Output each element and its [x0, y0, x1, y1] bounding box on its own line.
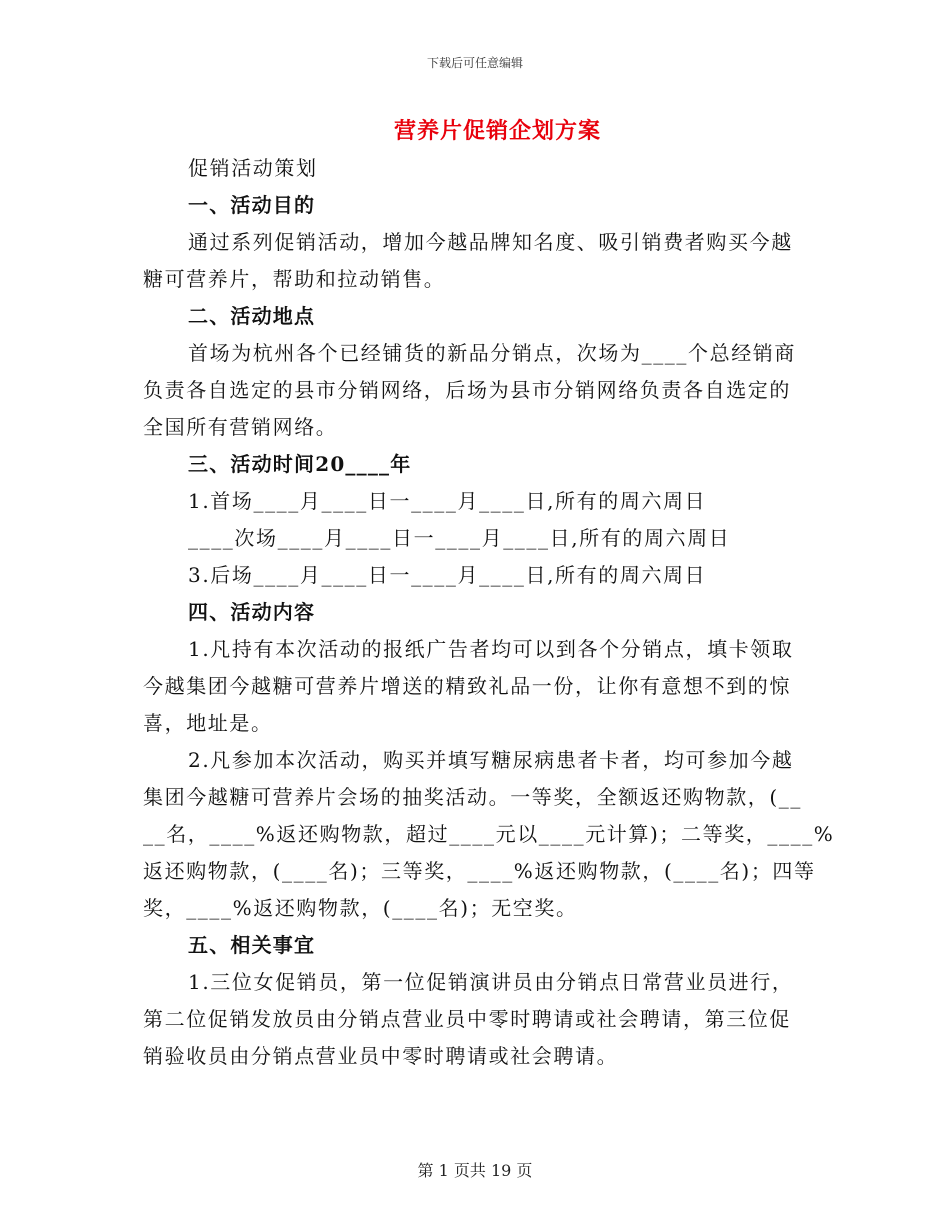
- paragraph-line: 1.三位女促销员，第一位促销演讲员由分销点日常营业员进行，: [188, 970, 794, 994]
- paragraph-line: 通过系列促销活动，增加今越品牌知名度、吸引销费者购买今越: [188, 230, 793, 254]
- paragraph-line: 1.凡持有本次活动的报纸广告者均可以到各个分销点，填卡领取: [188, 637, 794, 661]
- paragraph-line: 负责各自选定的县市分销网络，后场为县市分销网络负责各自选定的: [143, 378, 791, 402]
- paragraph-line: 全国所有营销网络。: [143, 415, 338, 439]
- document-title: 营养片促销企划方案: [393, 118, 601, 144]
- schedule-line: 3.后场____月____日一____月____日,所有的周六周日: [188, 563, 707, 587]
- paragraph-line: 集团今越糖可营养片会场的抽奖活动。一等奖，全额返还购物款，(__: [143, 785, 803, 809]
- paragraph-line: 糖可营养片，帮助和拉动销售。: [143, 267, 446, 291]
- paragraph-line: 第二位促销发放员由分销点营业员中零时聘请或社会聘请，第三位促: [143, 1007, 791, 1031]
- paragraph-line: 首场为杭州各个已经铺货的新品分销点，次场为____个总经销商: [188, 341, 796, 365]
- subtitle: 促销活动策划: [188, 156, 318, 180]
- section-heading-matters: 五、相关事宜: [188, 933, 316, 957]
- section-heading-content: 四、活动内容: [188, 600, 316, 624]
- header-note: 下载后可任意编辑: [426, 56, 523, 70]
- section-heading-location: 二、活动地点: [188, 304, 316, 328]
- paragraph-line: 喜，地址是。: [143, 711, 273, 735]
- page-indicator: 第 1 页共 19 页: [417, 1161, 533, 1180]
- paragraph-line: 2.凡参加本次活动，购买并填写糖尿病患者卡者，均可参加今越: [188, 748, 794, 772]
- section-heading-purpose: 一、活动目的: [188, 193, 316, 217]
- section-heading-time: 三、活动时间20____年: [188, 452, 412, 476]
- paragraph-line: 今越集团今越糖可营养片增送的精致礼品一份，让你有意想不到的惊: [143, 674, 791, 698]
- schedule-line: 1.首场____月____日一____月____日,所有的周六周日: [188, 489, 707, 513]
- paragraph-line: __名，____%返还购物款，超过____元以____元计算)；二等奖，____%: [143, 822, 835, 846]
- paragraph-line: 销验收员由分销点营业员中零时聘请或社会聘请。: [143, 1044, 619, 1068]
- schedule-line: ____次场____月____日一____月____日,所有的周六周日: [188, 526, 731, 550]
- paragraph-line: 返还购物款，(____名)；三等奖，____%返还购物款，(____名)；四等: [143, 859, 816, 883]
- paragraph-line: 奖，____%返还购物款，(____名)；无空奖。: [143, 896, 578, 920]
- document-body: [143, 150, 835, 1075]
